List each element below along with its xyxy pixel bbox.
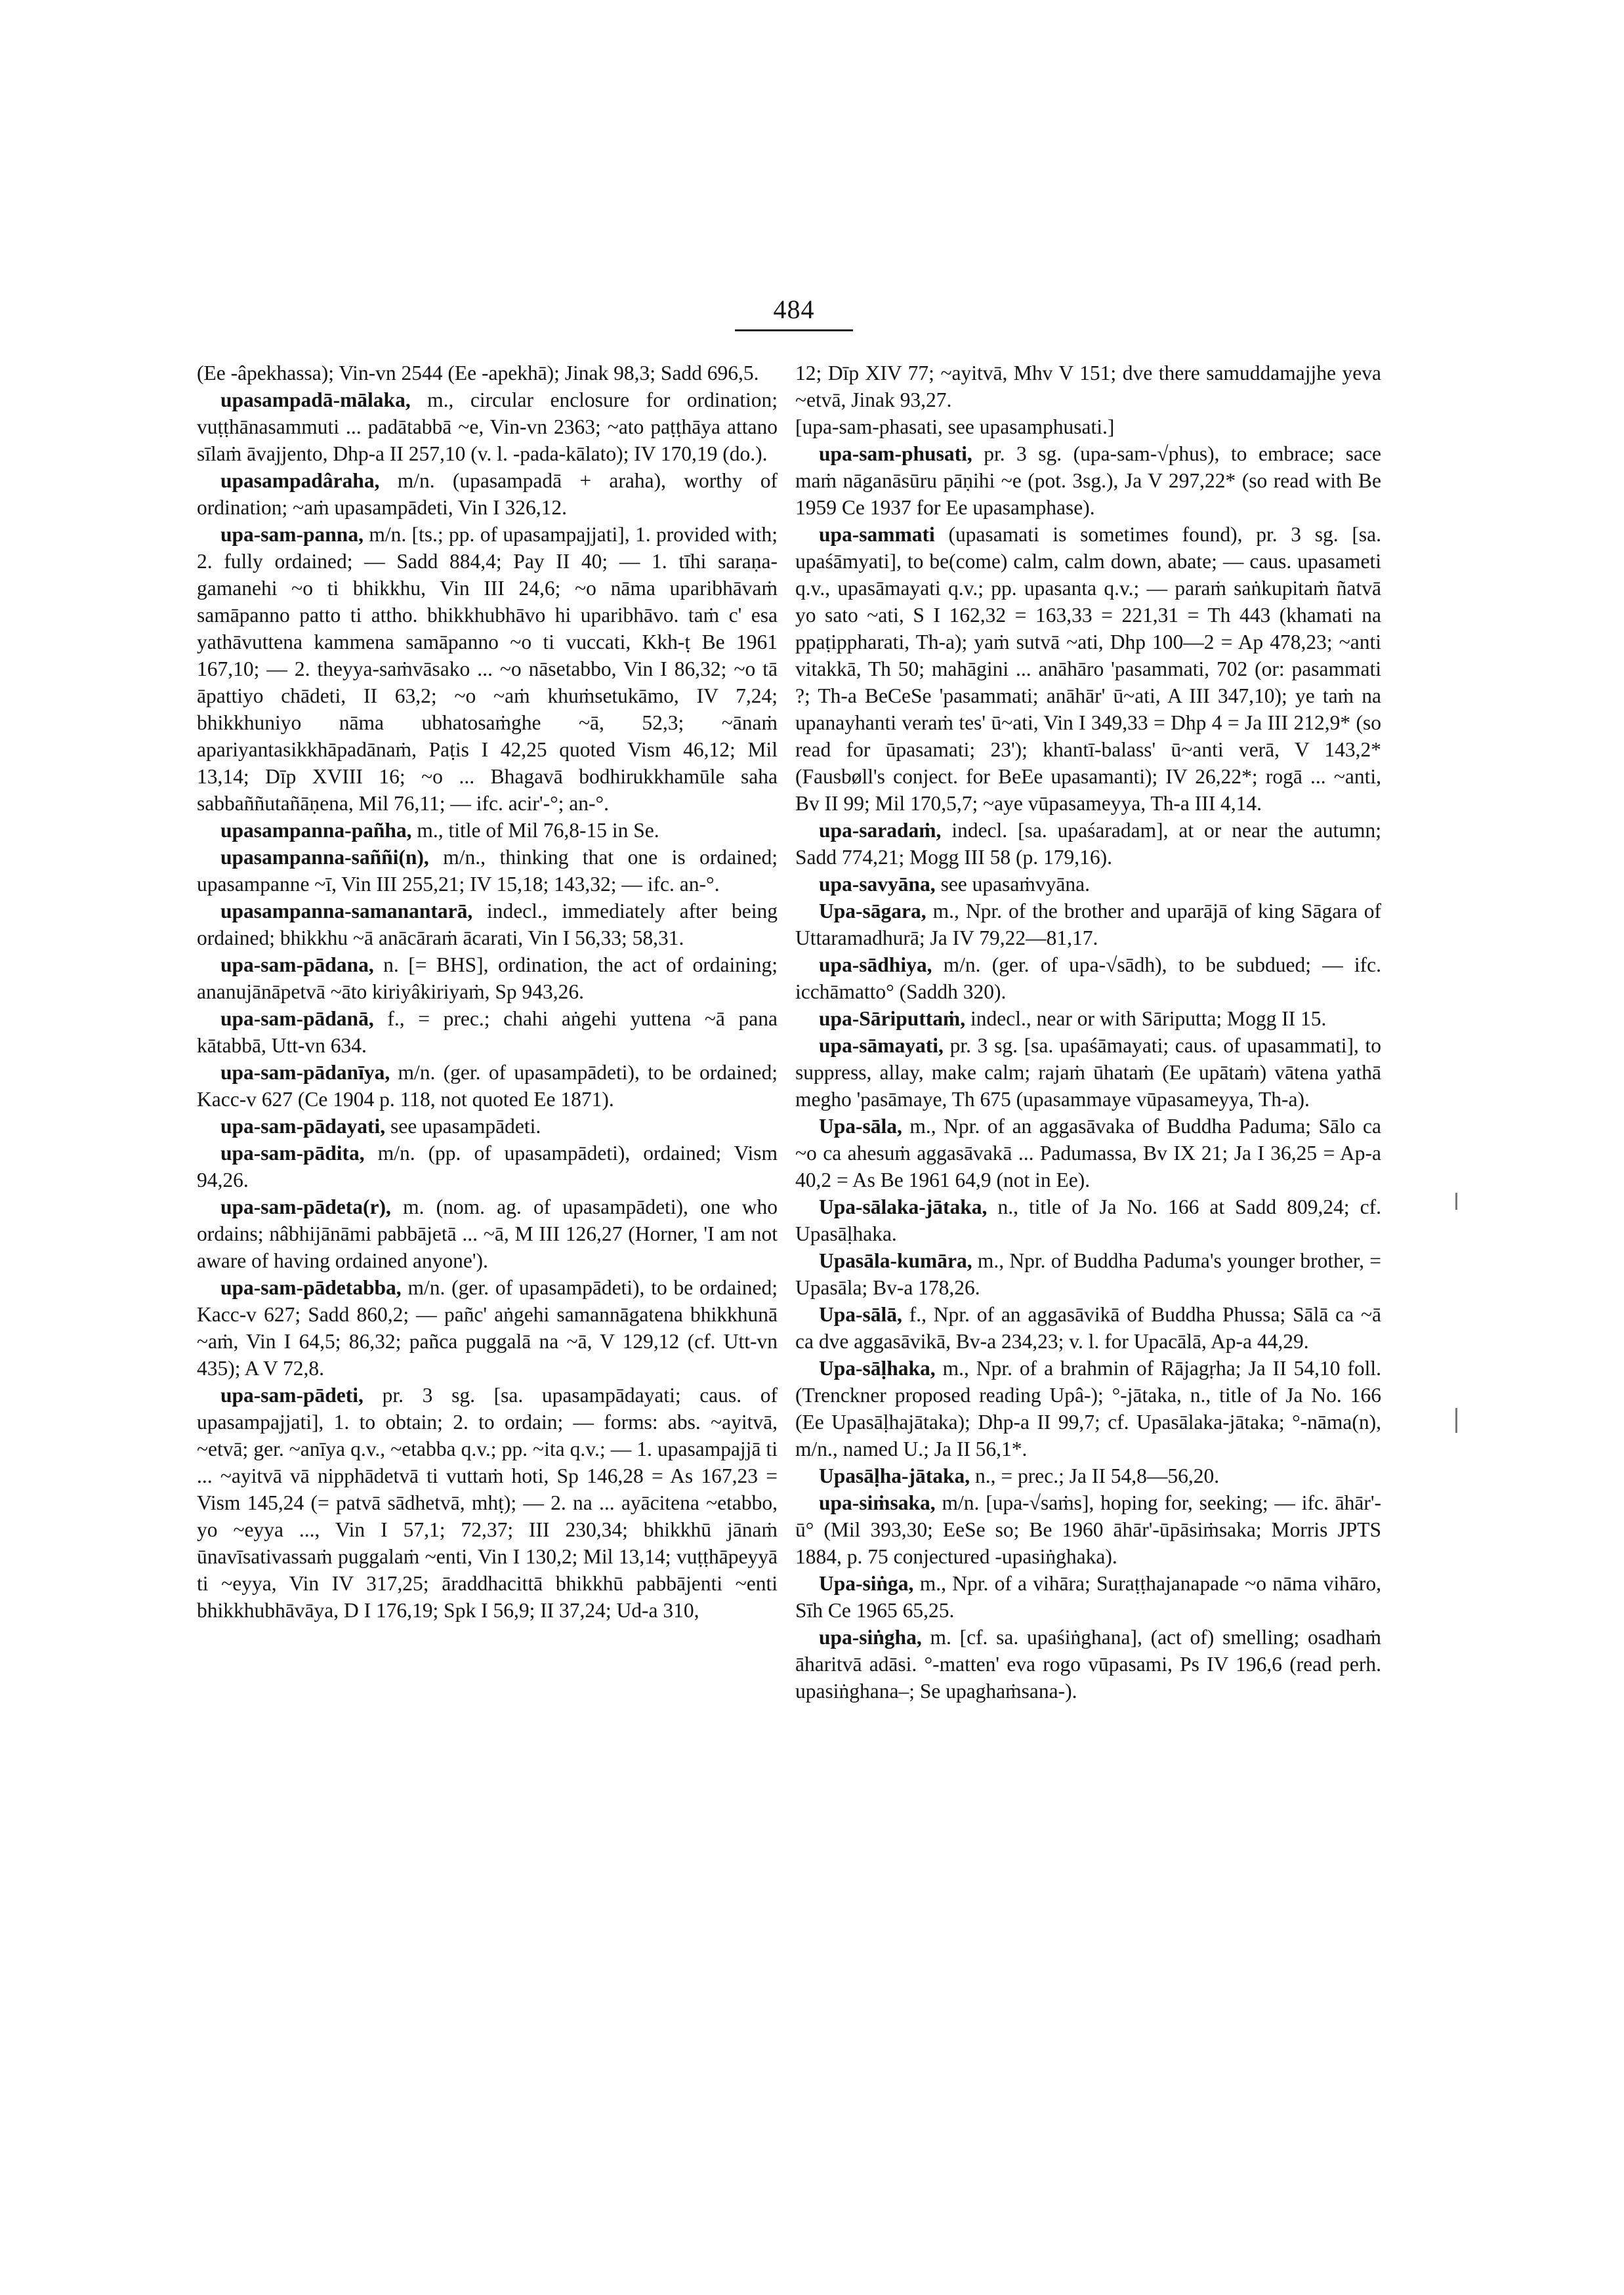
dictionary-entry [795,1462,1381,1489]
entry-text: m/n. (upasampadā + araha), worthy of ordination; ~aṁ upasampādeti, Vin I 326,12. [197,469,778,519]
entry-headword: Upa-sāḷhaka, [819,1357,936,1380]
entry-headword: Upa-siṅga, [819,1572,914,1595]
dictionary-entry [795,521,1381,817]
entry-text: m. (nom. ag. of upasampādeti), one who ordains; nâbhijānāmi pabbājetā ... ~ā, M III 126,27 (Horner, 'I am not aware of having ordained anyone'). [197,1195,778,1272]
margin-mark [1455,1193,1457,1210]
dictionary-entry [197,817,778,844]
dictionary-entry [795,1489,1381,1570]
entry-headword: Upa-sālaka-jātaka, [819,1195,988,1218]
entry-text: n., title of Ja No. 166 at Sadd 809,24; cf. Upasāḷhaka. [795,1195,1382,1245]
entry-text: pr. 3 sg. (upa-sam-√phus), to embrace; sace maṁ nāganāsūru pāṇihi ~e (pot. 3sg.), Ja V 297,22* (so read with Be 1959 Ce 1937 for Ee upasamphase). [795,442,1381,519]
dictionary-entry [197,1193,778,1274]
entry-text: see upasaṁvyāna. [940,873,1090,896]
dictionary-entry [795,413,1381,440]
entry-text: m/n., thinking that one is ordained; upasampanne ~ī, Vin III 255,21; IV 15,18; 143,32; — ifc. an-°. [197,846,778,896]
entry-headword: Upasāḷha-jātaka, [819,1464,970,1487]
entry-headword: upa-sam-pādayati, [220,1115,386,1138]
entry-headword: upa-sāmayati, [819,1034,944,1057]
dictionary-entry [197,521,778,817]
entry-text: f., Npr. of an aggasāvikā of Buddha Phussa; Sālā ca ~ā ca dve aggasāvikā, Bv-a 234,23; v. l. for Upacālā, Ap-a 44,29. [795,1303,1381,1353]
entry-headword: upa-sam-panna, [220,523,364,546]
entry-text: 12; Dīp XIV 77; ~ayitvā, Mhv V 151; dve there samuddamajjhe yeva ~etvā, Jinak 93,27. [795,362,1381,411]
entry-text: m., title of Mil 76,8-15 in Se. [417,819,659,842]
dictionary-entry [795,1005,1381,1032]
entry-headword: upa-sam-pādetabba, [220,1276,402,1299]
entry-headword: upasampanna-samanantarā, [220,899,473,922]
header-rule [735,329,853,331]
entry-text: m., Npr. of a vihāra; Suraṭṭhajanapade ~o nāma vihāro, Sīh Ce 1965 65,25. [795,1572,1382,1622]
dictionary-entry [197,360,778,386]
entry-headword: upa-Sāriputtaṁ, [819,1007,966,1030]
entry-text: m., circular enclosure for ordination; vuṭṭhānasammuti ... padātabbā ~e, Vin-vn 2363; ~ato paṭṭhāya attano sīlaṁ āvajjento, Dhp-a II 257,10 (v. l. -pada-kālato); IV 170,19 (do.). [197,388,778,465]
entry-headword: upasampadā-mālaka, [220,388,411,411]
entry-headword: upa-sam-pādita, [220,1142,365,1165]
entry-text: m/n. [ts.; pp. of upasampajjati], 1. provided with; 2. fully ordained; — Sadd 884,4; Pay II 40; — 1. tīhi saraṇa-gamanehi ~o ti bhikkhu, Vin III 24,6; ~o nāma uparibhāvaṁ samāpanno patto ti attho. bhikkhubhāvo hi uparibhāvo. taṁ c' esa yathāvuttena kammena samāpanno ~o ti vuccati, Kkh-ṭ Be 1961 167,10; — 2. theyya-saṁvāsako ... ~o nāsetabbo, Vin I 86,32; ~o tā āpattiyo chādeti, II 63,2; ~o ~aṁ khuṁsetukāmo, IV 7,24; bhikkhuniyo nāma ubhatosaṁghe ~ā, 52,3; ~ānaṁ apariyantasikkhāpadānaṁ, Paṭis I 42,25 quoted Vism 46,12; Mil 13,14; Dīp XVIII 16; ~o ... Bhagavā bodhirukkhamūle saha sabbaññutañāṇena, Mil 76,11; — ifc. acir'-°; an-°. [197,523,778,815]
entry-headword: upa-savyāna, [819,873,936,896]
dictionary-entry [795,1032,1381,1113]
entry-headword: upa-sam-pādanīya, [220,1061,390,1084]
entry-headword: Upasāla-kumāra, [819,1249,972,1272]
entry-text: see upasampādeti. [390,1115,541,1138]
entry-text: n. [= BHS], ordination, the act of ordaining; ananujānāpetvā ~āto kiriyâkiriyaṁ, Sp 943,26. [197,953,778,1003]
entry-headword: upa-sammati [819,523,935,546]
dictionary-entry [795,871,1381,898]
entry-headword: upa-sādhiya, [819,953,932,976]
dictionary-entry [197,1382,778,1624]
entry-text: indecl. [sa. upaśaradam], at or near the autumn; Sadd 774,21; Mogg III 58 (p. 179,16). [795,819,1381,869]
dictionary-entry [197,1113,778,1140]
dictionary-entry [197,1274,778,1382]
entry-headword: Upa-sālā, [819,1303,902,1326]
entry-headword: Upa-sāla, [819,1115,902,1138]
entry-headword: upa-sam-pādana, [220,953,374,976]
dictionary-entry [197,844,778,898]
entry-text: m/n. (ger. of upasampādeti), to be ordained; Kacc-v 627 (Ce 1904 p. 118, not quoted Ee 1871). [197,1061,778,1111]
entry-headword: upa-sam-pādeti, [220,1384,364,1407]
dictionary-entry [197,1140,778,1193]
dictionary-entry [197,386,778,467]
page-number: 484 [773,295,815,324]
entry-text: (Ee -âpekhassa); Vin-vn 2544 (Ee -apekhā); Jinak 98,3; Sadd 696,5. [197,362,759,384]
entry-headword: upa-siṁsaka, [819,1491,936,1514]
entry-text: (upasamati is sometimes found), pr. 3 sg. [sa. upaśāmyati], to be(come) calm, calm down, abate; — caus. upasameti q.v., upasāmayati q.v.; pp. upasanta q.v.; — paraṁ saṅkupitaṁ ñatvā yo sato ~ati, S I 162,32 = 163,33 = 221,31 = Th 443 (khamati na ppaṭippharati, Th-a); yaṁ sutvā ~ati, Dhp 100—2 = Ap 478,23; ~anti vitakkā, Th 50; mahāgini ... anāhāro 'pasammati, 702 (or: pasammati ?; Th-a BeCeSe 'pasammati; anāhār' ū~ati, A III 347,10); ye taṁ na upanayhanti veraṁ tes' ū~ati, Vin I 349,33 = Dhp 4 = Ja III 212,9* (so read for ūpasamati; 23'); khantī-balass' ū~anti verā, V 143,2* (Fausbøll's conject. for BeEe upasamanti); IV 26,22*; rogā ... ~anti, Bv II 99; Mil 170,5,7; ~aye vūpasameyya, Th-a III 4,14. [795,523,1381,815]
margin-mark [1455,1408,1457,1433]
entry-text: m., Npr. of an aggasāvaka of Buddha Paduma; Sālo ca ~o ca ahesuṁ aggasāvakā ... Padumassa, Bv IX 21; Ja I 36,25 = Ap-a 40,2 = As Be 1961 64,9 (not in Ee). [795,1115,1381,1191]
entry-text: [upa-sam-phasati, see upasamphusati.] [795,415,1115,438]
dictionary-entry [197,467,778,521]
entry-headword: upa-siṅgha, [819,1626,922,1649]
entry-headword: upasampanna-saññi(n), [220,846,429,869]
dictionary-entry [197,1005,778,1059]
dictionary-entry [795,1113,1381,1193]
entry-text: m., Npr. of the brother and uparājā of king Sāgara of Uttaramadhurā; Ja IV 79,22—81,17. [795,899,1381,949]
dictionary-entry [795,1355,1381,1462]
entry-text: m. [cf. sa. upaśiṅghana], (act of) smelling; osadhaṁ āharitvā adāsi. °-matten' eva rogo vūpasami, Ps IV 196,6 (read perh. upasiṅghana–; Se upaghaṁsana-). [795,1626,1381,1703]
entry-headword: upa-sam-pādanā, [220,1007,374,1030]
dictionary-entry [795,1301,1381,1355]
entry-headword: upa-sam-pādeta(r), [220,1195,391,1218]
dictionary-entry [795,951,1381,1005]
entry-headword: upasampadâraha, [220,469,380,492]
entry-headword: upasampanna-pañha, [220,819,412,842]
dictionary-entry [795,1193,1381,1247]
dictionary-entry [795,1247,1381,1301]
dictionary-entry [795,440,1381,521]
entry-text: n., = prec.; Ja II 54,8—56,20. [975,1464,1220,1487]
left-column [197,360,778,1624]
dictionary-entry [197,1059,778,1113]
entry-text: m/n. [upa-√saṁs], hoping for, seeking; — ifc. āhār'-ū° (Mil 393,30; EeSe so; Be 1960 āhār'-ūpāsiṁsaka; Morris JPTS 1884, p. 75 conjectured -upasiṅghaka). [795,1491,1382,1568]
entry-text: pr. 3 sg. [sa. upasampādayati; caus. of upasampajjati], 1. to obtain; 2. to ordain; — forms: abs. ~ayitvā, ~etvā; ger. ~anīya q.v., ~etabba q.v.; pp. ~ita q.v.; — 1. upasampajjā ti ... ~ayitvā vā nipphādetvā ti vuttaṁ hoti, Sp 146,28 = As 167,23 = Vism 145,24 (= patvā sādhetvā, mhṭ); — 2. na ... ayācitena ~etabbo, yo ~eyya ..., Vin I 57,1; 72,37; III 230,34; bhikkhū jānaṁ ūnavīsativassaṁ puggalaṁ ~enti, Vin I 130,2; Mil 13,14; vuṭṭhāpeyyā ti ~eyya, Vin IV 317,25; āraddhacittā bhikkhū pabbājenti ~enti bhikkhubhāvāya, D I 176,19; Spk I 56,9; II 37,24; Ud-a 310, [197,1384,778,1622]
entry-text: indecl., near or with Sāriputta; Mogg II 15. [970,1007,1327,1030]
entry-text: m., Npr. of a brahmin of Rājagṛha; Ja II 54,10 foll. (Trenckner proposed reading Upâ-); °-jātaka, n., title of Ja No. 166 (Ee Upasāḷhajātaka); Dhp-a II 99,7; cf. Upasālaka-jātaka; °-nāma(n), m/n., named U.; Ja II 56,1*. [795,1357,1382,1460]
entry-text: m., Npr. of Buddha Paduma's younger brother, = Upasāla; Bv-a 178,26. [795,1249,1381,1299]
entry-text: m/n. (pp. of upasampādeti), ordained; Vism 94,26. [197,1142,778,1191]
entry-text: m/n. (ger. of upa-√sādh), to be subdued; — ifc. icchāmatto° (Saddh 320). [795,953,1382,1003]
right-column [795,360,1381,1705]
entry-headword: upa-sam-phusati, [819,442,972,465]
dictionary-entry [197,898,778,951]
dictionary-entry [795,1624,1381,1705]
entry-text: pr. 3 sg. [sa. upaśāmayati; caus. of upasammati], to suppress, allay, make calm; rajaṁ ūhataṁ (Ee upātaṁ) vātena yathā megho 'pasāmaye, Th 675 (upasammaye vūpasameyya, Th-a). [795,1034,1382,1111]
dictionary-entry [795,360,1381,413]
dictionary-entry [795,898,1381,951]
entry-headword: Upa-sāgara, [819,899,927,922]
dictionary-entry [795,817,1381,871]
dictionary-entry [795,1570,1381,1624]
entry-text: indecl., immediately after being ordained; bhikkhu ~ā anācāraṁ ācarati, Vin I 56,33; 58,31. [197,899,778,949]
entry-text: f., = prec.; chahi aṅgehi yuttena ~ā pana kātabbā, Utt-vn 634. [197,1007,778,1057]
entry-headword: upa-saradaṁ, [819,819,942,842]
entry-text: m/n. (ger. of upasampādeti), to be ordained; Kacc-v 627; Sadd 860,2; — pañc' aṅgehi samannāgatena bhikkhunā ~aṁ, Vin I 64,5; 86,32; pañca puggalā na ~ā, V 129,12 (cf. Utt-vn 435); A V 72,8. [197,1276,778,1380]
dictionary-entry [197,951,778,1005]
